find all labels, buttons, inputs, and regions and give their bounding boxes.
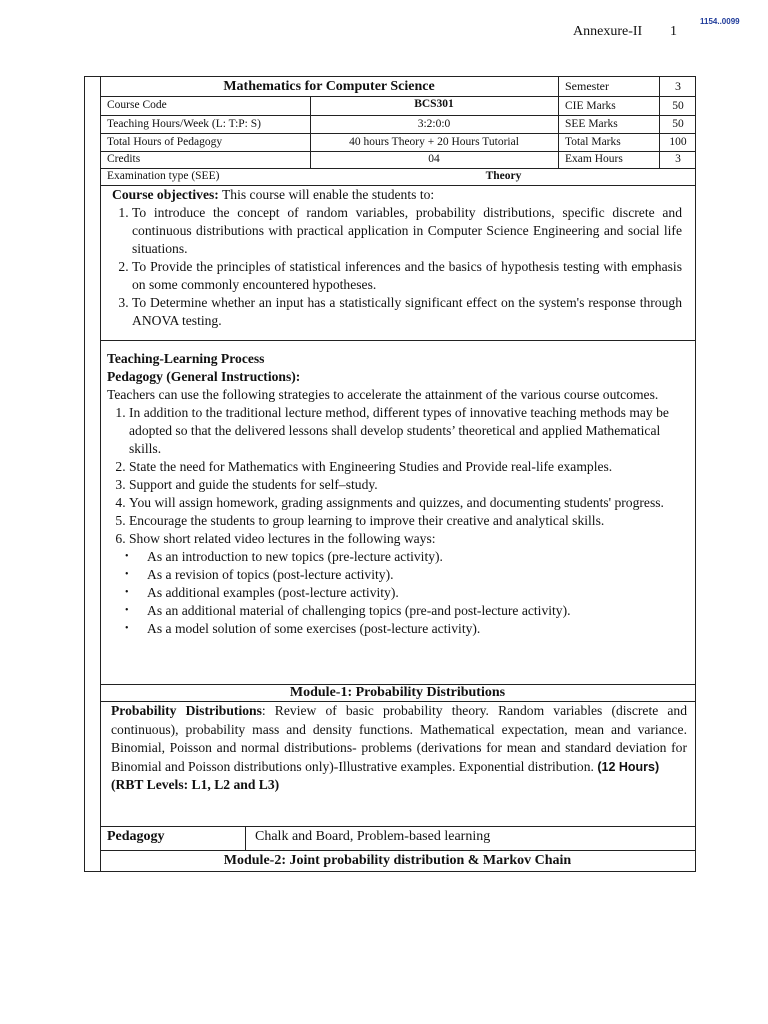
total-marks-value: 100: [669, 136, 687, 148]
credits-value: 04: [428, 153, 440, 165]
objective-item: 1. To introduce the concept of random variables, probability distributions, specific discrete and continuous distributions with practical application in Computer Science Engineering and social life situations.: [132, 204, 682, 258]
see-marks-label: SEE Marks: [565, 118, 618, 130]
total-marks-label: Total Marks: [565, 136, 621, 148]
objective-item: 3. To Determine whether an input has a statistically significant effect on the system's response through ANOVA testing.: [132, 294, 682, 330]
video-bullet: • As additional examples (post-lecture activity).: [147, 584, 687, 602]
video-bullet: • As a model solution of some exercises (post-lecture activity).: [147, 620, 687, 638]
module-1-text: : Review of basic probability theory. Random variables (discrete and continuous), probability mass and density functions. Mathematical expectation, mean and variance. Binomial, Poisson and normal distributions- problems (derivations for mean and standard deviation for Binomial and Poisson distributions only)-Illustrative examples. Exponential distribution.: [111, 703, 688, 774]
module-1-pedagogy-value: Chalk and Board, Problem-based learning: [255, 829, 491, 844]
module-1-title: Module-1: Probability Distributions: [289, 685, 506, 700]
pedagogy-heading: Pedagogy (General Instructions):: [107, 369, 301, 384]
exam-hours-label: Exam Hours: [565, 153, 623, 165]
strategy-item: 1. In addition to the traditional lecture method, different types of innovative teaching methods may be adopted so that the delivered lessons shall develop students’ theoretical and applied Mathematical skills.: [129, 404, 687, 458]
strategy-item: 6. Show short related video lectures in the following ways:: [129, 530, 687, 548]
left-margin-column: [100, 77, 101, 871]
teaching-hours-value: 3:2:0:0: [417, 118, 451, 130]
strategy-item: 4. You will assign homework, grading assignments and quizzes, and documenting students' progress.: [129, 494, 687, 512]
objectives-intro: This course will enable the students to:: [218, 187, 435, 202]
credits-label: Credits: [107, 153, 141, 165]
document-code: 1154..0099: [700, 17, 740, 26]
course-objectives: [112, 186, 682, 330]
objective-item: 2. To Provide the principles of statistical inferences and the basics of hypothesis testing with emphasis on some commonly encountered hypotheses.: [132, 258, 682, 294]
module-2-title: Module-2: Joint probability distribution & Markov Chain: [223, 853, 572, 868]
module-1-lead: Probability Distributions: [111, 703, 262, 718]
course-title: Mathematics for Computer Science: [223, 79, 435, 94]
module-1-hours: (12 Hours): [597, 759, 660, 774]
teaching-learning-process: [107, 350, 687, 638]
course-code-value: BCS301: [414, 98, 454, 110]
semester-value: 3: [675, 79, 681, 93]
strategy-item: 3. Support and guide the students for self–study.: [129, 476, 687, 494]
semester-label: Semester: [565, 79, 609, 93]
module-1-pedagogy-label: Pedagogy: [107, 829, 165, 844]
exam-type-label: Examination type (SEE): [107, 170, 220, 182]
tlp-intro: Teachers can use the following strategies to accelerate the attainment of the various course outcomes.: [107, 387, 659, 402]
teaching-hours-label: Teaching Hours/Week (L: T:P: S): [107, 118, 261, 130]
exam-hours-value: 3: [675, 153, 681, 165]
video-bullet: • As an additional material of challenging topics (pre-and post-lecture activity).: [147, 602, 687, 620]
module-1-rbt: (RBT Levels: L1, L2 and L3): [111, 777, 280, 792]
annexure-label: Annexure-II: [573, 24, 643, 39]
module-1-content: [111, 702, 687, 795]
strategy-item: 2. State the need for Mathematics with Engineering Studies and Provide real-life examples.: [129, 458, 687, 476]
objectives-heading: Course objectives:: [112, 187, 219, 202]
video-bullet: • As a revision of topics (post-lecture activity).: [147, 566, 687, 584]
video-bullet: • As an introduction to new topics (pre-lecture activity).: [147, 548, 687, 566]
cie-marks-label: CIE Marks: [565, 100, 616, 112]
strategy-item: 5. Encourage the students to group learning to improve their creative and analytical skills.: [129, 512, 687, 530]
exam-type-value: Theory: [485, 170, 522, 182]
total-hours-label: Total Hours of Pedagogy: [107, 136, 223, 148]
cie-marks-value: 50: [672, 100, 684, 112]
course-code-label: Course Code: [107, 99, 167, 111]
tlp-heading: Teaching-Learning Process: [107, 351, 265, 366]
syllabus-sheet: [84, 76, 696, 872]
page-number: 1: [670, 24, 677, 39]
see-marks-value: 50: [672, 118, 684, 130]
total-hours-value: 40 hours Theory + 20 Hours Tutorial: [349, 136, 519, 148]
